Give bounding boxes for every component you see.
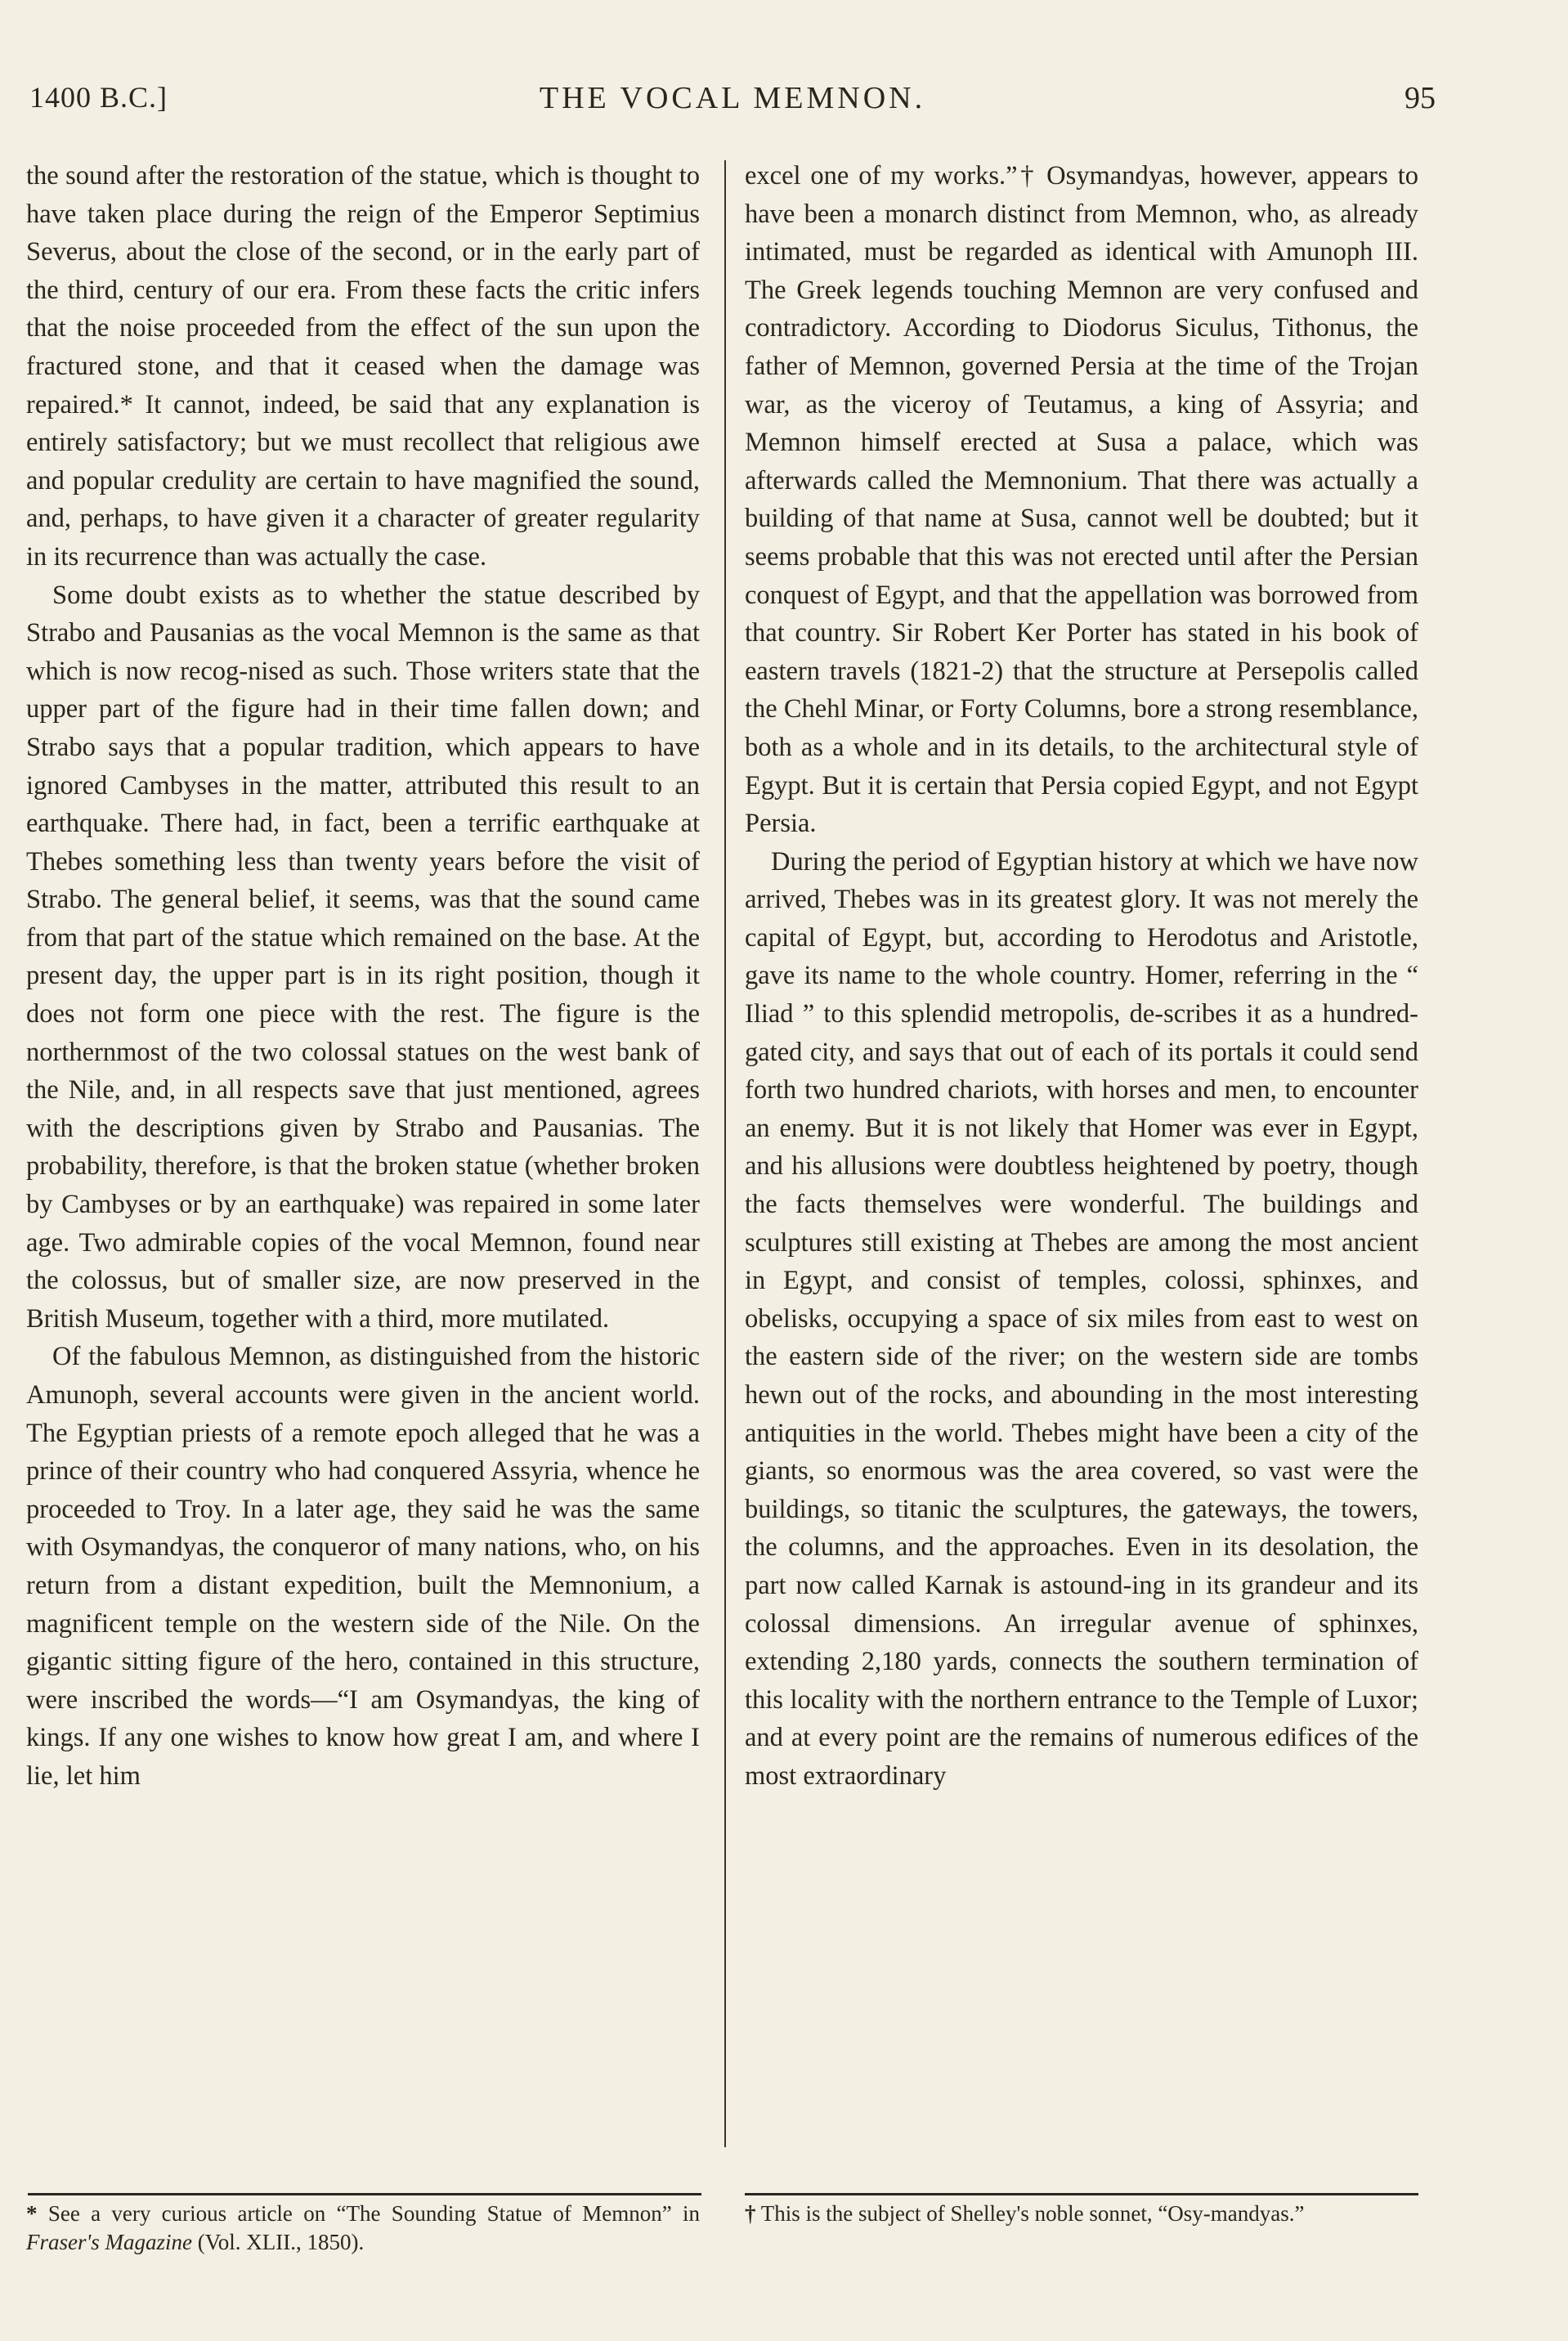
- footnote-text: See a very curious article on “The Sounding Statue of Memnon” in: [47, 2201, 701, 2226]
- left-column: [26, 157, 700, 1796]
- running-head-date: 1400 B.C.]: [29, 81, 168, 114]
- footnote-rule-left: [28, 2193, 701, 2195]
- footnote-rule-right: [745, 2193, 1418, 2195]
- column-divider: [724, 160, 726, 2147]
- paragraph: Some doubt exists as to whether the statue described by Strabo and Pausanias as the vocal Memnon is the same as that which is now recog-nised as such. Those writers state that the upper part of the figure had in their time fallen down; and Strabo says that a popular tradition, which appears to have ignored Cambyses in the matter, attributed this result to an earthquake. There had, in fact, been a terrific earthquake at Thebes something less than twenty years before the visit of Strabo. The general belief, it seems, was that the sound came from that part of the statue which remained on the base. At the present day, the upper part is in its right position, though it does not form one piece with the rest. The figure is the northernmost of the two colossal statues on the west bank of the Nile, and, in all respects save that just mentioned, agrees with the descriptions given by Strabo and Pausanias. The probability, therefore, is that the broken statue (whether broken by Cambyses or by an earthquake) was repaired in some later age. Two admirable copies of the vocal Memnon, found near the colossus, but of smaller size, are now preserved in the British Museum, together with a third, more mutilated.: [26, 580, 700, 1334]
- footnote-citation: Fraser's Magazine: [26, 2230, 193, 2254]
- page-number: 95: [1404, 81, 1436, 115]
- footnote-mark: †: [745, 2201, 756, 2226]
- footnote-left: [26, 2200, 700, 2257]
- paragraph: Of the fabulous Memnon, as distinguished from the historic Amunoph, several accounts were given in the ancient world. The Egyptian priests of a remote epoch alleged that he was a prince of their country who had conquered Assyria, whence he proceeded to Troy. In a later age, they said he was the same with Osymandyas, the conqueror of many nations, who, on his return from a distant expedition, built the Memnonium, a magnificent temple on the western side of the Nile. On the gigantic sitting figure of the hero, contained in this structure, were inscribed the words—“I am Osymandyas, the king of kings. If any one wishes to know how great I am, and where I lie, let him: [26, 1342, 700, 1791]
- paragraph: the sound after the restoration of the statue, which is thought to have taken place during the reign of the Emperor Septimius Severus, about the close of the second, or in the early part of the third, century of our era. From these facts the critic infers that the noise proceeded from the effect of the sun upon the fractured stone, and that it ceased when the damage was repaired.* It cannot, indeed, be said that any explanation is entirely satisfactory; but we must recollect that religious awe and popular credulity are certain to have magnified the sound, and, perhaps, to have given it a character of greater regularity in its recurrence than was actually the case.: [26, 161, 700, 572]
- running-head: [29, 80, 1436, 129]
- paragraph: excel one of my works.”† Osymandyas, however, appears to have been a monarch distinct from Memnon, who, as already intimated, must be regarded as identical with Amunoph III. The Greek legends touching Memnon are very confused and contradictory. According to Diodorus Siculus, Tithonus, the father of Memnon, governed Persia at the time of the Trojan war, as the viceroy of Teutamus, a king of Assyria; and Memnon himself erected at Susa a palace, which was afterwards called the Memnonium. That there was actually a building of that name at Susa, cannot well be doubted; but it seems probable that this was not erected until after the Persian conquest of Egypt, and that the appellation was borrowed from that country. Sir Robert Ker Porter has stated in his book of eastern travels (1821-2) that the structure at Persepolis called the Chehl Minar, or Forty Columns, bore a strong resemblance, both as a whole and in its details, to the architectural style of Egypt. But it is certain that Persia copied Egypt, and not Egypt Persia.: [745, 161, 1418, 839]
- right-column: [745, 157, 1418, 1796]
- footnote-text-end: (Vol. XLII., 1850).: [192, 2230, 365, 2254]
- running-head-title: THE VOCAL MEMNON.: [539, 81, 926, 115]
- footnote-mark: *: [26, 2201, 38, 2226]
- footnote-right: [745, 2200, 1418, 2228]
- paragraph: During the period of Egyptian history at which we have now arrived, Thebes was in its greatest glory. It was not merely the capital of Egypt, but, according to Herodotus and Aristotle, gave its name to the whole country. Homer, referring in the “ Iliad ” to this splendid metropolis, de-scribes it as a hundred-gated city, and says that out of each of its portals it could send forth two hundred chariots, with horses and men, to encounter an enemy. But it is not likely that Homer was ever in Egypt, and his allusions were doubtless heightened by poetry, though the facts themselves were wonderful. The buildings and sculptures still existing at Thebes are among the most ancient in Egypt, and consist of temples, colossi, sphinxes, and obelisks, occupying a space of six miles from east to west on the eastern side of the river; on the western side are tombs hewn out of the rocks, and abounding in the most interesting antiquities in the world. Thebes might have been a city of the giants, so enormous was the area covered, so vast were the buildings, so titanic the sculptures, the gateways, the towers, the columns, and the approaches. Even in its desolation, the part now called Karnak is astound-ing in its grandeur and its colossal dimensions. An irregular avenue of sphinxes, extending 2,180 yards, connects the southern termination of this locality with the northern entrance to the Temple of Luxor; and at every point are the remains of numerous edifices of the most extraordinary: [745, 846, 1418, 1791]
- footnote-text: This is the subject of Shelley's noble sonnet, “Osy-mandyas.”: [760, 2201, 1305, 2226]
